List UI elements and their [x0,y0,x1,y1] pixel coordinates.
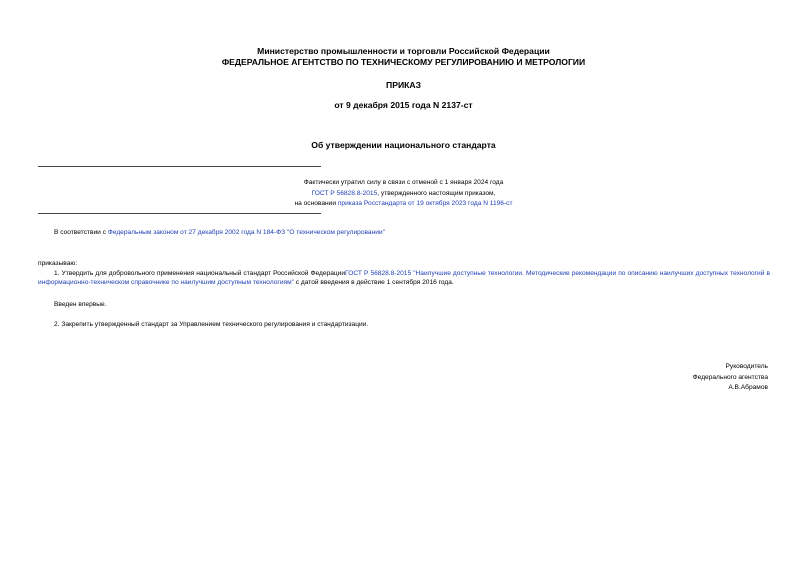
signature-title2: Федерального агентства [692,374,768,381]
bottom-divider [38,213,321,214]
preamble [54,228,774,237]
document-subject: Об утверждении национального стандарта [311,140,496,150]
status-note-line1: Фактически утратил силу в связи с отменой с 1 января 2024 года [303,179,504,186]
item-1 [38,269,770,287]
status-note-line3 [0,199,807,208]
status-note-line2-text: , утвержденного настоящим приказом, [377,190,496,197]
document-type: ПРИКАЗ [386,80,421,90]
document-date-number: от 9 декабря 2015 года N 2137-ст [334,100,473,110]
signature-title1: Руководитель [725,363,768,370]
status-note-line2 [0,189,807,198]
standard-link[interactable]: ГОСТ Р 56828.8-2015 "Наилучшие доступные технологии. Методические рекомендации по описанию наилучших доступных технологий в информационно-техническом справочнике по наилучшим доступным технологиям" [38,270,770,286]
introduced-note: Введен впервые. [54,301,107,308]
rosstandart-order-link[interactable]: приказа Росстандарта от 19 октября 2023 года N 1196-ст [337,200,513,207]
item-1-suffix: с датой введения в действие 1 сентября 2016 года. [293,279,454,286]
order-word: приказываю: [38,260,78,267]
item-1-prefix: 1. Утвердить для добровольного применения национальный стандарт Российской Федерации [54,270,346,277]
gost-link[interactable]: ГОСТ Р 56828.8-2015 [311,190,378,197]
top-divider [38,166,321,167]
ministry-title: Министерство промышленности и торговли Российской Федерации [257,46,550,56]
item-2: 2. Закрепить утвержденный стандарт за Управлением технического регулирования и стандартизации. [54,321,369,328]
signature-name: А.В.Абрамов [728,384,768,391]
federal-law-link[interactable]: Федеральным законом от 27 декабря 2002 года N 184-ФЗ "О техническом регулировании" [107,229,385,236]
agency-title: ФЕДЕРАЛЬНОЕ АГЕНТСТВО ПО ТЕХНИЧЕСКОМУ РЕГУЛИРОВАНИЮ И МЕТРОЛОГИИ [221,57,586,67]
status-note-line3-prefix: на основании [294,200,338,207]
preamble-prefix: В соответствии с [54,229,108,236]
